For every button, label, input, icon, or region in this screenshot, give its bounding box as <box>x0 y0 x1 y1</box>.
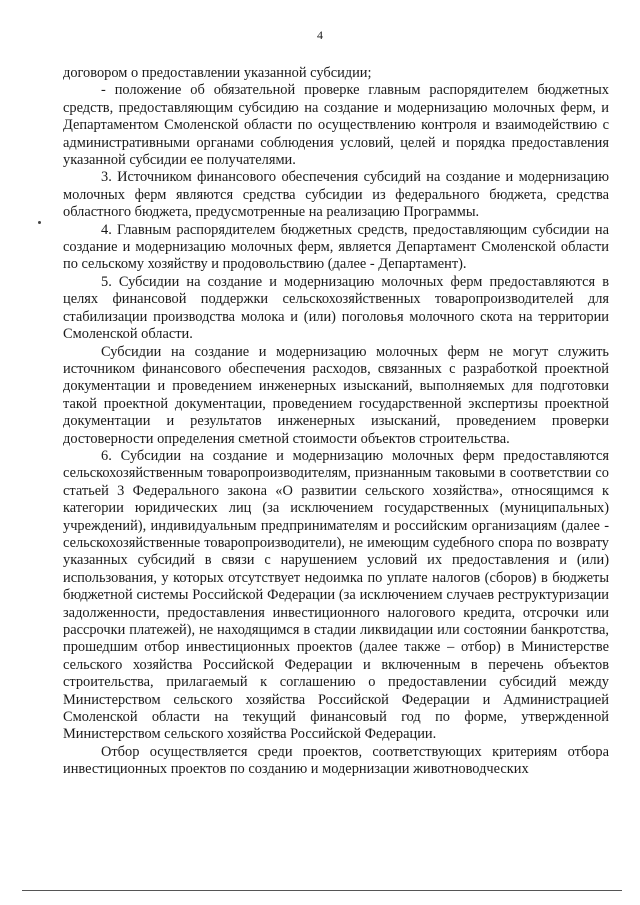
paragraph-continuation: договором о предоставлении указанной субсидии; <box>63 65 372 81</box>
paragraph-exclusions: Субсидии на создание и модернизацию молочных ферм не могут служить источником финансового обеспечения расходов, связанных с разработкой проектной документации и проведением инженерных изысканий, выполняемых для подготовки такой проектной документации, проведением государственной экспертизы проектной документации и результатов инженерных изысканий, проведением проверки достоверности определения сметной стоимости объектов строительства. <box>63 343 609 447</box>
paragraph-section-4: 4. Главным распорядителем бюджетных средств, предоставляющим субсидии на создание и модернизацию молочных ферм, является Департамент Смоленской области по сельскому хозяйству и продовольствию (далее - Департамент). <box>63 221 609 273</box>
document-body <box>63 65 609 779</box>
paragraph-control-provision: - положение об обязательной проверке главным распорядителем бюджетных средств, предоставляющим субсидию на создание и модернизацию молочных ферм, и Департаментом Смоленской области по осуществлению контроля и взаимодействию с административными органами соблюдения условий, целей и порядка предоставления указанной субсидии ее получателями. <box>63 82 609 169</box>
paragraph-section-6: 6. Субсидии на создание и модернизацию молочных ферм предоставляются сельскохозяйственным товаропроизводителям, признанным таковыми в соответствии со статьей 3 Федерального закона «О развитии сельского хозяйства», относящимся к категории юридических лиц (за исключением государственных (муниципальных) учреждений), индивидуальным предпринимателям и российским организациям (далее - сельскохозяйственные товаропроизводители), не имеющим судебного спора по возврату указанных субсидий в связи с нарушением условий их предоставления и (или) использования, у которых отсутствует недоимка по уплате налогов (сборов) в бюджеты бюджетной системы Российской Федерации (за исключением случаев реструктуризации задолженности, предоставления инвестиционного налогового кредита, отсрочки или рассрочки платежей), не находящимся в стадии ликвидации или состоянии банкротства, прошедшим отбор инвестиционных проектов (далее также – отбор) в Министерстве сельского хозяйства Российской Федерации и включенным в перечень объектов строительства, прилагаемый к соглашению о предоставлении субсидий между Министерством сельского хозяйства Российской Федерации и Администрацией Смоленской области на текущий финансовый год по форме, утвержденной Министерством сельского хозяйства Российской Федерации. <box>63 447 609 743</box>
bottom-divider <box>22 890 622 891</box>
page-number: 4 <box>317 28 323 42</box>
paragraph-section-5: 5. Субсидии на создание и модернизацию молочных ферм предоставляются в целях финансовой поддержки сельскохозяйственных товаропроизводителей для стабилизации производства молока и (или) поголовья молочного скота на территории Смоленской области. <box>63 273 609 343</box>
paragraph-selection: Отбор осуществляется среди проектов, соответствующих критериям отбора инвестиционных проектов по созданию и модернизации животноводческих <box>63 743 609 778</box>
paragraph-section-3: 3. Источником финансового обеспечения субсидий на создание и модернизацию молочных ферм являются средства субсидии из федерального бюджета, средства областного бюджета, предусмотренные на реализацию Программы. <box>63 169 609 221</box>
margin-mark <box>38 221 41 224</box>
